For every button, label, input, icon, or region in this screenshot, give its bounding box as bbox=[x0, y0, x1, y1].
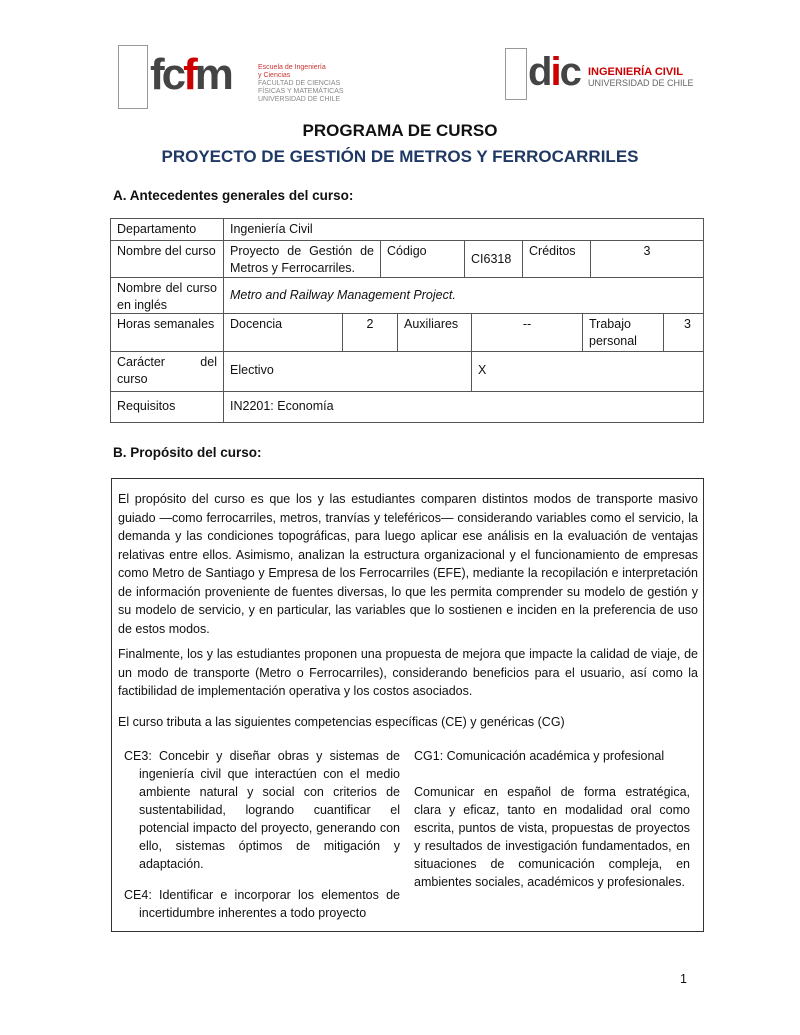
hours-label: Horas semanales bbox=[110, 313, 224, 352]
competency-ce4: CE4: Identificar e incorporar los elementos de incertidumbre inherentes a todo proyecto bbox=[124, 888, 400, 920]
university-crest-icon bbox=[118, 45, 148, 109]
req-label: Requisitos bbox=[110, 391, 224, 423]
university-crest-icon bbox=[505, 48, 527, 100]
page-title: PROGRAMA DE CURSO bbox=[302, 121, 498, 140]
caracter-value: Electivo bbox=[223, 351, 472, 392]
section-b-heading: B. Propósito del curso: bbox=[113, 445, 262, 460]
section-a-heading: A. Antecedentes generales del curso: bbox=[113, 188, 354, 203]
trabajo-value: 3 bbox=[663, 313, 704, 352]
trabajo-label: Trabajo personal bbox=[582, 313, 664, 352]
docencia-label: Docencia bbox=[223, 313, 343, 352]
competency-cg1-title: CG1: Comunicación académica y profesional bbox=[414, 749, 665, 763]
credits-label: Créditos bbox=[522, 240, 591, 278]
dept-label: Departamento bbox=[110, 218, 224, 241]
fcfm-logo-text: Escuela de Ingeniería y Ciencias FACULTAD DE CIENCIAS FÍSICAS Y MATEMÁTICAS UNIVERSIDAD DE CHILE bbox=[258, 64, 344, 103]
req-value: IN2201: Economía bbox=[223, 391, 704, 423]
purpose-paragraph-3: El curso tributa a las siguientes competencias específicas (CE) y genéricas (CG) bbox=[118, 715, 565, 729]
code-label: Código bbox=[380, 240, 465, 278]
dept-value: Ingeniería Civil bbox=[223, 218, 704, 241]
aux-value: -- bbox=[471, 313, 583, 352]
code-value: CI6318 bbox=[464, 240, 523, 278]
page-number: 1 bbox=[680, 972, 687, 986]
caracter-mark: X bbox=[471, 351, 704, 392]
english-name-value: Metro and Railway Management Project. bbox=[223, 277, 704, 314]
name-value: Proyecto de Gestión de Metros y Ferrocarriles. bbox=[223, 240, 381, 278]
course-title: PROYECTO DE GESTIÓN DE METROS Y FERROCARRILES bbox=[161, 147, 639, 166]
purpose-paragraph-2: Finalmente, los y las estudiantes proponen una propuesta de mejora que impacte la calidad de viaje, de un modo de transporte (Metro o Ferrocarriles), considerando beneficios para el usuario, así como la factibilidad de implementación operativa y los costos asociados. bbox=[118, 647, 698, 698]
aux-label: Auxiliares bbox=[397, 313, 472, 352]
dic-logo-text: INGENIERÍA CIVIL UNIVERSIDAD DE CHILE bbox=[588, 66, 694, 88]
docencia-value: 2 bbox=[342, 313, 398, 352]
competency-cg1: Comunicar en español de forma estratégica, clara y eficaz, tanto en modalidad oral como escrita, puntos de vista, propuestas de proyectos y resultados de investigación fundamentados, en situaciones de comunicación compleja, en ambientes sociales, académicos y profesionales. bbox=[414, 785, 690, 889]
competency-ce3: CE3: Concebir y diseñar obras y sistemas de ingeniería civil que interactúen con el medio ambiente natural y social con criterios de sustentabilidad, logrando cuantificar el potencial impacto del proyecto, generando con ello, sistemas óptimos de mitigación y adaptación. bbox=[124, 749, 400, 871]
dic-logo: dic bbox=[528, 50, 580, 94]
fcfm-logo: fcfm bbox=[150, 50, 231, 99]
caracter-label: Carácter del curso bbox=[110, 351, 224, 392]
name-label: Nombre del curso bbox=[110, 240, 224, 278]
english-name-label: Nombre del curso en inglés bbox=[110, 277, 224, 314]
purpose-paragraph-1: El propósito del curso es que los y las estudiantes comparen distintos modos de transporte masivo guiado —como ferrocarriles, metros, tranvías y teleféricos— considerando variables como el servicio, la demanda y las condiciones topográficas, para luego aplicar ese análisis en la evaluación de ventajas relativas entre ellos. Asimismo, analizan la estructura organizacional y el funcionamiento de empresas como Metro de Santiago y Empresa de los Ferrocarriles (EFE), mediante la recopilación e interpretación de información proveniente de fuentes diversas, lo que les permita comprender su modelo de gestión y su modelo de servicio, y en particular, las variables que lo sostienen e inciden en la preferencia de uso de estos modos. bbox=[118, 492, 698, 636]
credits-value: 3 bbox=[590, 240, 704, 278]
